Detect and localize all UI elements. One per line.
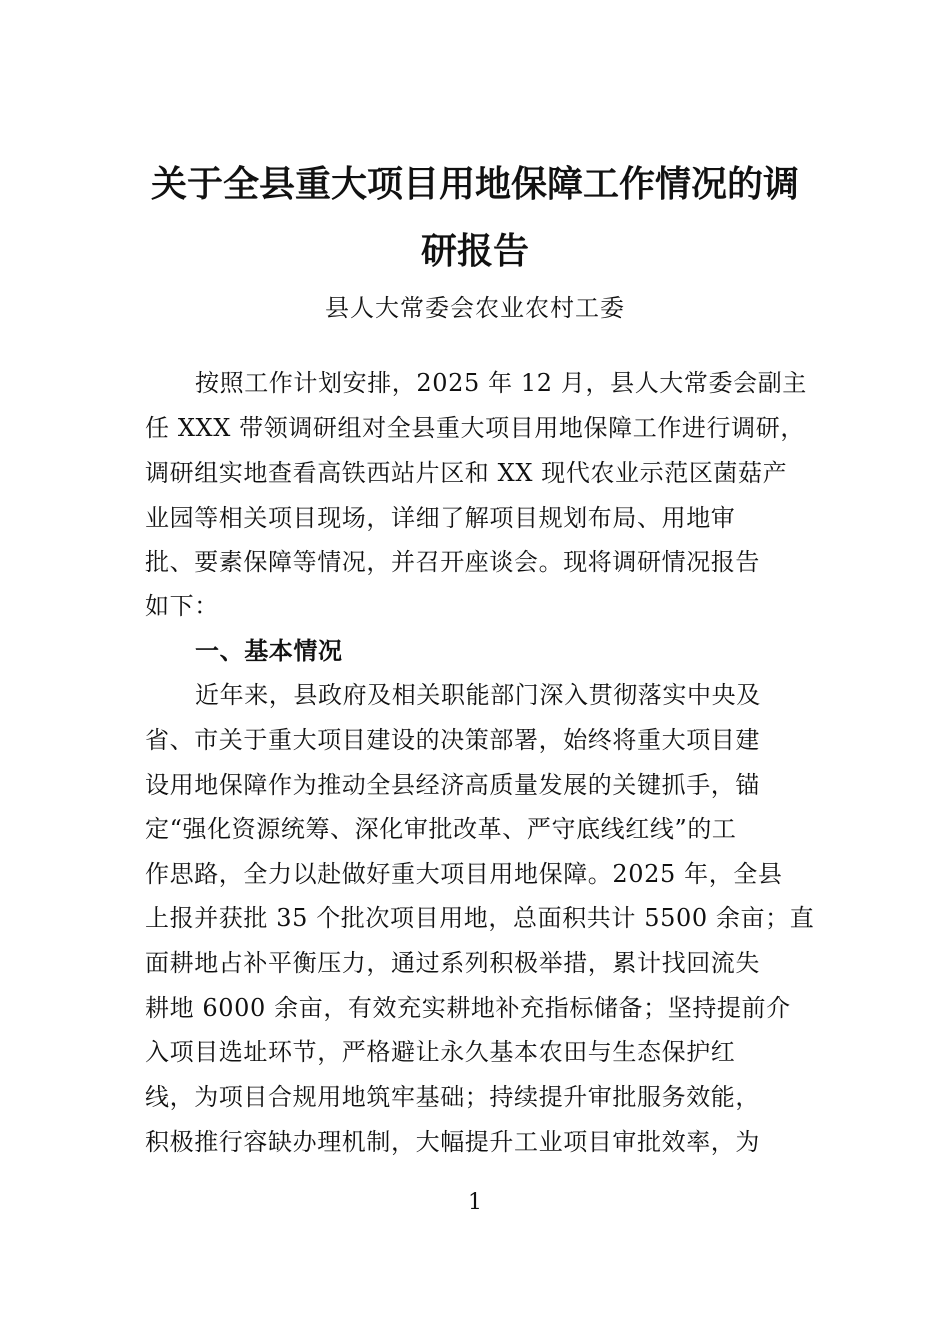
body-line: 近年来，县政府及相关职能部门深入贯彻落实中央及: [195, 681, 761, 709]
body-line: 入项目选址环节，严格避让永久基本农田与生态保护红: [145, 1038, 736, 1066]
body-line: 按照工作计划安排，2025 年 12 月，县人大常委会副主: [195, 369, 807, 397]
document-subtitle: 县人大常委会农业农村工委: [325, 294, 625, 322]
section-heading: 一、基本情况: [195, 637, 343, 665]
body-line: 批、要素保障等情况，并召开座谈会。现将调研情况报告: [145, 548, 760, 576]
body-line: 定“强化资源统筹、深化审批改革、严守底线红线”的工: [145, 815, 737, 843]
body-line: 作思路，全力以赴做好重大项目用地保障。2025 年，全县: [145, 860, 783, 888]
page-number: 1: [468, 1190, 482, 1215]
body-line: 面耕地占补平衡压力，通过系列积极举措，累计找回流失: [145, 949, 760, 977]
body-line: 业园等相关项目现场，详细了解项目规划布局、用地审: [145, 504, 736, 532]
document-title-line-1: 关于全县重大项目用地保障工作情况的调: [150, 164, 799, 205]
body-line: 线，为项目合规用地筑牢基础；持续提升审批服务效能，: [145, 1083, 760, 1111]
document-title-line-2: 研报告: [420, 231, 529, 272]
body-line: 积极推行容缺办理机制，大幅提升工业项目审批效率，为: [145, 1128, 760, 1156]
body-line: 省、市关于重大项目建设的决策部署，始终将重大项目建: [145, 726, 760, 754]
body-line: 如下：: [145, 592, 219, 620]
body-line: 耕地 6000 余亩，有效充实耕地补充指标储备；坚持提前介: [145, 994, 791, 1022]
body-line: 调研组实地查看高铁西站片区和 XX 现代农业示范区菌菇产: [145, 459, 788, 487]
body-line: 设用地保障作为推动全县经济高质量发展的关键抓手，锚: [145, 771, 760, 799]
body-line: 任 XXX 带领调研组对全县重大项目用地保障工作进行调研，: [145, 414, 805, 442]
body-line: 上报并获批 35 个批次项目用地，总面积共计 5500 余亩；直: [145, 904, 815, 932]
